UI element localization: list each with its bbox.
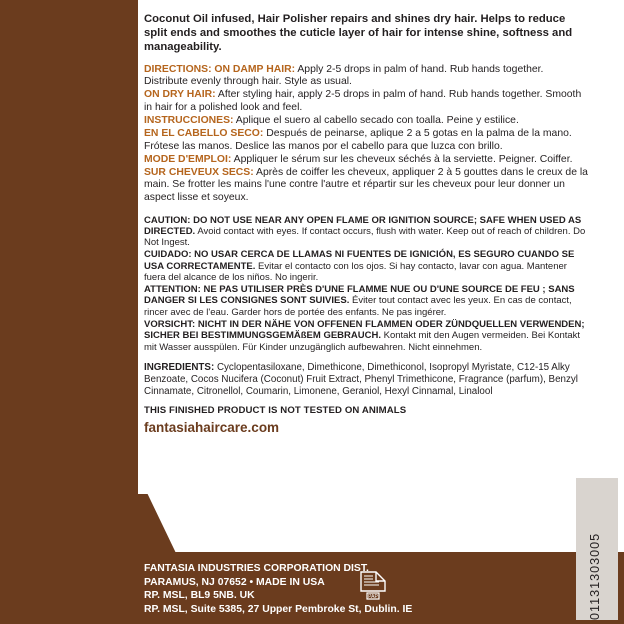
directions-paragraph bbox=[144, 167, 588, 205]
directions-body-es: Aplique el suero al cabello secado con toalla. Peine y estilice. bbox=[233, 114, 519, 126]
caution-body-en: Avoid contact with eyes. If contact occurs, flush with water. Keep out of reach of children. Do Not Ingest. bbox=[144, 226, 586, 249]
footer-line-address-us: PARAMUS, NJ 07652 • MADE IN USA bbox=[144, 576, 325, 588]
directions-paragraph bbox=[144, 154, 588, 167]
caution-paragraph-de bbox=[144, 319, 588, 353]
directions-body-fr: Appliquer le sérum sur les cheveux séchés à la serviette. Peigner. Coiffer. bbox=[231, 153, 573, 165]
ingredients-block bbox=[144, 362, 588, 397]
caution-body-de: Kontakt mit den Augen vermeiden. Bei Kontakt mit Wasser ausspülen. Für Kinder unzugänglich aufbewahren. Nicht einnehmen. bbox=[144, 330, 581, 353]
ingredients-list: Cyclopentasiloxane, Dimethicone, Dimethiconol, Isopropyl Myristate, C12-15 Alky Benzoate, Cocos Nucifera (Coconut) Fruit Extract, Phenyl Trimethicone, Fragrance (parfum), Benzyl Cinnamate, Citronellol, Coumarin, Limonene, Geraniol, Hexyl Cinnamal, Linalool bbox=[144, 362, 578, 397]
directions-body-en-dry: After styling hair, apply 2-5 drops in palm of hand. Rub hands together. Smooth in hair for a polished look and feel. bbox=[144, 89, 582, 113]
directions-heading-en-damp: DIRECTIONS: ON DAMP HAIR: bbox=[144, 63, 296, 75]
ingredients-paragraph bbox=[144, 362, 588, 397]
caution-body-es: Evitar el contacto con los ojos. Si hay contacto, lavar con agua. Mantener fuera del alcance de los niños. No ingerir. bbox=[144, 260, 567, 284]
directions-body-fr-dry: Après de coiffer les cheveux, appliquer 2 à 5 gouttes dans le creux de la main. Se frotter les mains l'une contre l'autre et répartir sur les cheveux pour leur donner un aspect lisse et soyeux. bbox=[144, 166, 588, 204]
directions-heading-es-dry: EN EL CABELLO SECO: bbox=[144, 128, 264, 140]
caution-caps-fr: ATTENTION: NE PAS UTILISER PRÈS D'UNE FLAMME NUE OU D'UNE SOURCE DE FEU ; SANS DANGER SI LES CONSIGNES SONT SUIVIES. bbox=[144, 284, 575, 307]
directions-body-es-dry: Después de peinarse, aplique 2 a 5 gotas en la palma de la mano. Frótese las manos. Deslice las manos por el cabello para que luzca con brillo. bbox=[144, 128, 572, 152]
directions-body-en-damp: Apply 2-5 drops in palm of hand. Rub hands together. Distribute evenly through hair. Style as usual. bbox=[144, 63, 544, 88]
not-tested-on-animals-text: THIS FINISHED PRODUCT IS NOT TESTED ON ANIMALS bbox=[144, 405, 407, 417]
caution-caps-de: VORSICHT: NICHT IN DER NÄHE VON OFFENEN FLAMMEN ODER ZÜNDQUELLEN VERWENDEN; SICHER BEI BESTIMMUNGSGEMÄßEM GEBRAUCH. bbox=[144, 318, 585, 342]
caution-body-fr: Éviter tout contact avec les yeux. En cas de contact, rincer avec de l'eau. Garder hors de portée des enfants. Ne pas ingérer. bbox=[144, 295, 572, 318]
caution-paragraph-en bbox=[144, 215, 588, 249]
caution-paragraph-fr bbox=[144, 284, 588, 318]
directions-paragraph bbox=[144, 115, 588, 128]
directions-paragraph bbox=[144, 128, 588, 153]
directions-heading-es: INSTRUCCIONES: bbox=[144, 114, 234, 126]
website-text: fantasiahaircare.com bbox=[144, 420, 280, 436]
directions-block bbox=[144, 64, 588, 205]
caution-caps-en: CAUTION: DO NOT USE NEAR ANY OPEN FLAME OR IGNITION SOURCE; SAFE WHEN USED AS DIRECTED. bbox=[144, 214, 582, 238]
directions-heading-fr: MODE D'EMPLOI: bbox=[144, 153, 232, 165]
directions-heading-en-dry: ON DRY HAIR: bbox=[144, 89, 216, 101]
product-intro-text: Coconut Oil infused, Hair Polisher repairs and shines dry hair. Helps to reduce split ends and smoothes the cuticle layer of hair for intense shine, softness and manageability. bbox=[144, 13, 573, 54]
directions-heading-fr-dry: SUR CHEVEUX SECS: bbox=[144, 166, 254, 178]
caution-caps-es: CUIDADO: NO USAR CERCA DE LLAMAS NI FUENTES DE IGNICIÓN, ES SEGURO CUANDO SE USA CORRECTAMENTE. bbox=[144, 249, 575, 272]
caution-paragraph-es bbox=[144, 249, 588, 283]
directions-paragraph bbox=[144, 89, 588, 114]
pap-recycle-icon bbox=[358, 568, 388, 602]
manufacturer-footer bbox=[144, 562, 544, 616]
barcode-number: 01131303005 bbox=[588, 532, 602, 620]
footer-line-address-uk: RP. MSL, BL9 5NB. UK bbox=[144, 590, 255, 602]
caution-block bbox=[144, 215, 588, 353]
footer-line-address-ie: RP. MSL, Suite 5385, 27 Upper Pembroke St, Dublin. IE bbox=[144, 603, 413, 615]
footer-line-company: FANTASIA INDUSTRIES CORPORATION DIST. bbox=[144, 563, 369, 575]
ingredients-heading: INGREDIENTS: bbox=[144, 362, 215, 374]
directions-paragraph bbox=[144, 64, 588, 89]
label-content bbox=[144, 12, 588, 435]
svg-text:PAP: PAP bbox=[368, 594, 378, 600]
